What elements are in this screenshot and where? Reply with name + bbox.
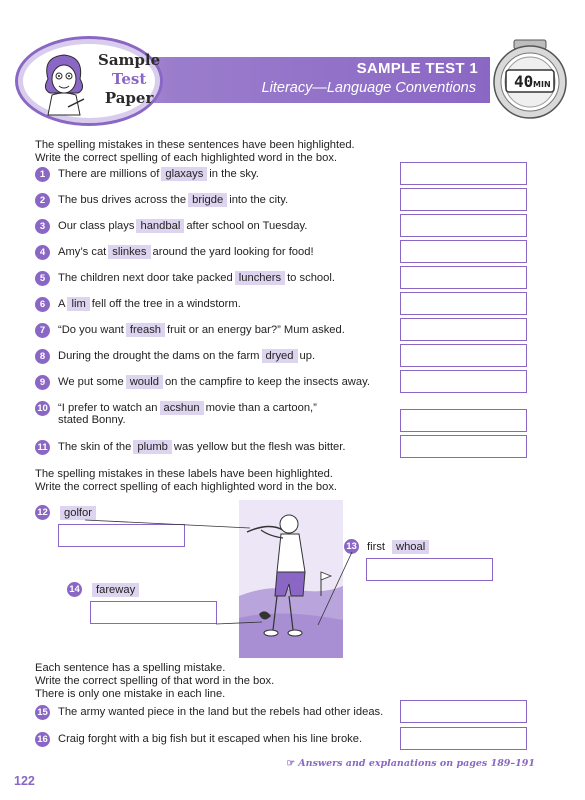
highlighted-word: slinkes xyxy=(108,245,150,259)
highlighted-word: glaxays xyxy=(161,167,207,181)
question-text: Our class plays handbal after school on Tuesday. xyxy=(58,220,308,232)
question-number: 14 xyxy=(67,582,82,597)
section2-instructions xyxy=(35,468,337,494)
label-text: first xyxy=(367,541,386,553)
question-number: 1 xyxy=(35,167,50,182)
question-number: 12 xyxy=(35,505,50,520)
stopwatch-icon xyxy=(484,38,576,120)
answer-box-11[interactable] xyxy=(400,435,527,458)
instruction-line: The spelling mistakes in these labels have been highlighted. xyxy=(35,468,333,480)
instruction-line: Write the correct spelling of that word in the box. xyxy=(35,675,275,687)
test-subtitle: Literacy—Language Conventions xyxy=(261,80,476,96)
highlighted-word: handbal xyxy=(136,219,184,233)
question-text: There are millions of glaxays in the sky. xyxy=(58,168,259,180)
instruction-line: There is only one mistake in each line. xyxy=(35,688,226,700)
badge-label xyxy=(98,51,160,108)
question-text: Craig forght with a big fish but it escaped when his line broke. xyxy=(58,733,363,745)
answer-box-14[interactable] xyxy=(90,601,217,624)
answer-box-2[interactable] xyxy=(400,188,527,211)
highlighted-word: fareway xyxy=(92,583,139,597)
question-number: 16 xyxy=(35,732,50,747)
question-number: 9 xyxy=(35,375,50,390)
question-number: 8 xyxy=(35,349,50,364)
instruction-line: Write the correct spelling of each highlighted word in the box. xyxy=(35,152,338,164)
answer-box-4[interactable] xyxy=(400,240,527,263)
answer-box-6[interactable] xyxy=(400,292,527,315)
question-number: 13 xyxy=(344,539,359,554)
question-text: Amy’s cat slinkes around the yard looking for food! xyxy=(58,246,314,258)
question-text: We put some would on the campfire to keep the insects away. xyxy=(58,376,370,388)
question-text: The bus drives across the brigde into the city. xyxy=(58,194,289,206)
answers-link-text: Answers and explanations on pages 189–191 xyxy=(298,758,535,769)
question-number: 2 xyxy=(35,193,50,208)
question-text-line2: stated Bonny. xyxy=(58,414,126,426)
highlighted-word: plumb xyxy=(133,440,171,454)
badge-line: Paper xyxy=(104,89,154,107)
golfer-illustration xyxy=(239,500,343,658)
page-number: 122 xyxy=(14,774,35,788)
question-number: 11 xyxy=(35,440,50,455)
question-number: 3 xyxy=(35,219,50,234)
sample-test-badge xyxy=(15,36,163,126)
question-number: 15 xyxy=(35,705,50,720)
question-text: “I prefer to watch an acshun movie than a cartoon,” stated Bonny. xyxy=(58,402,317,426)
section3-instructions xyxy=(35,662,274,701)
answer-box-3[interactable] xyxy=(400,214,527,237)
highlighted-word: golfor xyxy=(60,506,96,520)
instruction-line: The spelling mistakes in these sentences have been highlighted. xyxy=(35,139,355,151)
pointing-hand-icon: ☞ xyxy=(286,758,295,769)
question-text: The skin of the plumb was yellow but the flesh was bitter. xyxy=(58,441,346,453)
answer-box-10[interactable] xyxy=(400,409,527,432)
highlighted-word: lunchers xyxy=(235,271,285,285)
question-number: 6 xyxy=(35,297,50,312)
test-title: SAMPLE TEST 1 xyxy=(356,60,478,77)
question-text: The children next door take packed lunchers to school. xyxy=(58,272,335,284)
girl-writing-icon xyxy=(38,49,90,119)
answers-link[interactable] xyxy=(286,758,535,769)
question-text: During the drought the dams on the farm dryed up. xyxy=(58,350,316,362)
answer-box-5[interactable] xyxy=(400,266,527,289)
answer-box-1[interactable] xyxy=(400,162,527,185)
question-text: A lim fell off the tree in a windstorm. xyxy=(58,298,241,310)
question-number: 7 xyxy=(35,323,50,338)
answer-box-7[interactable] xyxy=(400,318,527,341)
highlighted-word: acshun xyxy=(160,401,204,415)
highlighted-word: whoal xyxy=(392,540,429,554)
question-text: The army wanted piece in the land but the rebels had other ideas. xyxy=(58,706,384,718)
timer-unit: MIN xyxy=(533,80,551,89)
highlighted-word: brigde xyxy=(188,193,227,207)
badge-line: Test xyxy=(111,70,147,88)
answer-box-12[interactable] xyxy=(58,524,185,547)
section1-instructions xyxy=(35,139,355,165)
question-text: “Do you want freash fruit or an energy bar?” Mum asked. xyxy=(58,324,345,336)
highlighted-word: dryed xyxy=(262,349,298,363)
answer-box-15[interactable] xyxy=(400,700,527,723)
question-number: 10 xyxy=(35,401,50,416)
timer-value: 40 xyxy=(514,72,534,91)
question-number: 4 xyxy=(35,245,50,260)
answer-box-8[interactable] xyxy=(400,344,527,367)
answer-box-16[interactable] xyxy=(400,727,527,750)
answer-box-9[interactable] xyxy=(400,370,527,393)
instruction-line: Each sentence has a spelling mistake. xyxy=(35,662,226,674)
highlighted-word: lim xyxy=(67,297,89,311)
answer-box-13[interactable] xyxy=(366,558,493,581)
highlighted-word: would xyxy=(126,375,163,389)
badge-line: Sample xyxy=(98,51,161,69)
question-number: 5 xyxy=(35,271,50,286)
highlighted-word: freash xyxy=(126,323,165,337)
instruction-line: Write the correct spelling of each highlighted word in the box. xyxy=(35,481,338,493)
